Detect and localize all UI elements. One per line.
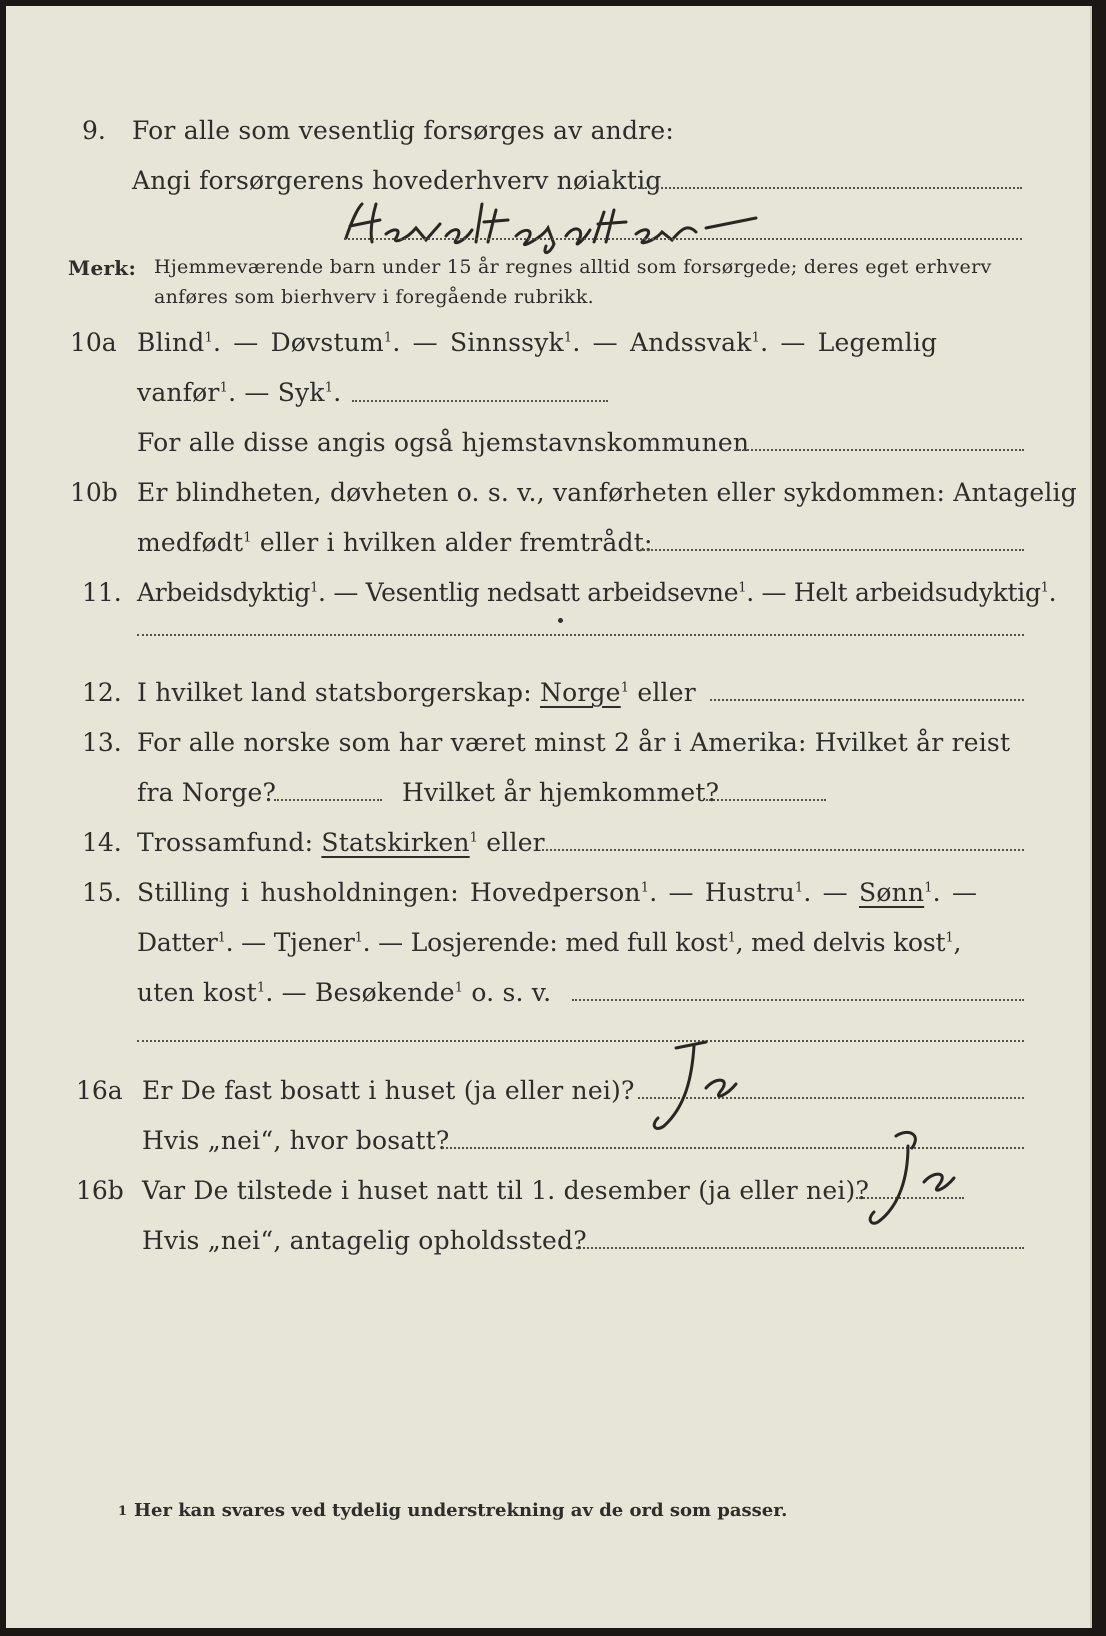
q13-reist-line — [274, 799, 382, 801]
q16b-line1: Var De tilstede i huset natt til 1. desember (ja eller nei)? — [142, 1176, 870, 1205]
merk-label: Merk: — [68, 256, 137, 280]
footnote-mark: 1 — [118, 1504, 128, 1519]
q13-hjemkommet-line — [706, 799, 826, 801]
q10b-alder-line — [640, 549, 1024, 551]
q15-answer-line — [137, 1040, 1024, 1042]
q10a-line3: For alle disse angis også hjemstavnskommunen — [137, 428, 750, 457]
q16b-opholdssted-line — [576, 1247, 1024, 1249]
q14-line-fill — [542, 849, 1024, 851]
q15-line-fill — [572, 999, 1024, 1001]
q9-answer-line — [344, 238, 1022, 240]
q15-line1: Stilling i husholdningen: Hovedperson$^1$. — Hustru$^1$. — Sønn$^1$. — — [137, 878, 978, 907]
census-form-page — [6, 6, 1092, 1628]
q11-number: 11. — [82, 578, 122, 607]
q13-line1: For alle norske som har været minst 2 år i Amerika: Hvilket år reist — [137, 728, 1011, 757]
q13-line2a: fra Norge? — [137, 778, 277, 807]
footnote-text: Her kan svares ved tydelig understrekning av de ord som passer. — [134, 1500, 788, 1521]
q12-number: 12. — [82, 678, 122, 707]
q10a-line1: Blind$^1$. — Døvstum$^1$. — Sinnssyk$^1$. — Andssvak$^1$. — Legemlig — [137, 328, 938, 357]
merk-line2: anføres som bierhverv i foregående rubrikk. — [154, 286, 594, 308]
q16a-line1: Er De fast bosatt i huset (ja eller nei)? — [142, 1076, 635, 1105]
q13-number: 13. — [82, 728, 122, 757]
q16a-number: 16a — [76, 1076, 123, 1105]
q14-line: Trossamfund: Statskirken$^1$ eller — [137, 828, 545, 857]
q15-line3: uten kost$^1$. — Besøkende$^1$ o. s. v. — [137, 978, 552, 1007]
q10b-line1: Er blindheten, døvheten o. s. v., vanførheten eller sykdommen: Antagelig — [137, 478, 1077, 507]
q12-line: I hvilket land statsborgerskap: Norge$^1$ eller — [137, 678, 696, 707]
q15-line2: Datter$^1$. — Tjener$^1$. — Losjerende: med full kost$^1$, med delvis kost$^1$, — [137, 928, 962, 957]
q16b-handwritten-answer — [856, 1126, 976, 1236]
q9-line1: For alle som vesentlig forsørges av andre: — [132, 116, 674, 145]
q9-number: 9. — [82, 116, 106, 145]
q10a-syk-line — [352, 400, 608, 402]
q10a-number: 10a — [70, 328, 117, 357]
q16b-number: 16b — [76, 1176, 124, 1205]
q9-handwritten-answer — [336, 198, 806, 258]
q16b-line2: Hvis „nei“, antagelig opholdssted? — [142, 1226, 587, 1255]
q9-line2: Angi forsørgerens hovederhverv nøiaktig — [132, 166, 662, 195]
q11-line: Arbeidsdyktig$^1$. — Vesentlig nedsatt arbeidsevne$^1$. — Helt arbeidsudyktig$^1$. — [137, 578, 1057, 607]
q10b-number: 10b — [70, 478, 118, 507]
q16a-handwritten-answer — [636, 1036, 756, 1136]
ink-speck — [558, 618, 563, 623]
q15-number: 15. — [82, 878, 122, 907]
q10b-line2: medfødt$^1$ eller i hvilken alder fremtrådt: — [137, 528, 653, 557]
q10a-hjemstavn-line — [736, 449, 1024, 451]
q13-line2b: Hvilket år hjemkommet? — [402, 778, 720, 807]
q14-number: 14. — [82, 828, 122, 857]
merk-line1: Hjemmeværende barn under 15 år regnes alltid som forsørgede; deres eget erhverv — [154, 256, 992, 278]
q11-answer-line — [137, 634, 1024, 636]
q9-dotted-line — [638, 187, 1022, 189]
q10a-line2: vanfør$^1$. — Syk$^1$. — [137, 378, 342, 407]
q12-line-fill — [710, 699, 1024, 701]
q16a-line2: Hvis „nei“, hvor bosatt? — [142, 1126, 450, 1155]
